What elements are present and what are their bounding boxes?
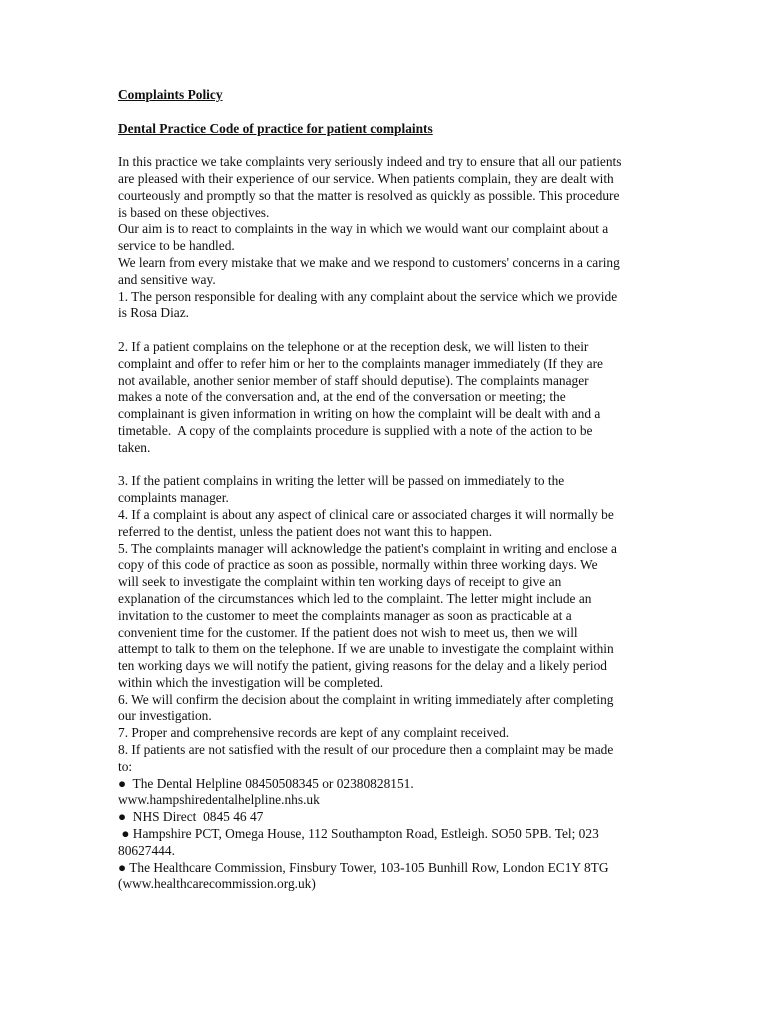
text-line: within which the investigation will be completed. (118, 674, 384, 690)
text-line: are pleased with their experience of our service. When patients complain, they are dealt with (118, 170, 614, 186)
text-line: 8. If patients are not satisfied with the result of our procedure then a complaint may be made (118, 742, 614, 758)
contact-dental-helpline: ● The Dental Helpline 08450508345 or 02380828151. (118, 775, 414, 791)
document-title: Complaints Policy (118, 87, 223, 102)
text-line: 3. If the patient complains in writing the letter will be passed on immediately to the (118, 473, 565, 489)
text-line: explanation of the circumstances which led to the complaint. The letter might include an (118, 590, 592, 606)
contact-hampshire-pct: ● Hampshire PCT, Omega House, 112 Southampton Road, Estleigh. SO50 5PB. Tel; 023 (118, 826, 599, 842)
text-line: 6. We will confirm the decision about the complaint in writing immediately after completing (118, 691, 614, 707)
spacer (118, 457, 658, 474)
text-line: ten working days we will notify the patient, giving reasons for the delay and a likely period (118, 658, 608, 674)
text-line: referred to the dentist, unless the patient does not want this to happen. (118, 523, 493, 539)
contact-nhs-direct: ● NHS Direct 0845 46 47 (118, 809, 264, 825)
text-line: attempt to talk to them on the telephone. If we are unable to investigate the complaint within (118, 641, 614, 657)
spacer (118, 322, 658, 339)
text-line: is Rosa Diaz. (118, 305, 190, 321)
text-line: is based on these objectives. (118, 204, 270, 220)
text-line: convenient time for the customer. If the patient does not wish to meet us, then we will (118, 624, 578, 640)
contact-dental-helpline-url: www.hampshiredentalhelpline.nhs.uk (118, 792, 320, 808)
text-line: 7. Proper and comprehensive records are kept of any complaint received. (118, 725, 510, 741)
text-line: copy of this code of practice as soon as possible, normally within three working days. We (118, 557, 598, 573)
intro-paragraph (118, 154, 658, 322)
document-page (118, 87, 658, 893)
spacer (118, 104, 658, 121)
text-line: 2. If a patient complains on the telephone or at the reception desk, we will listen to their (118, 338, 589, 354)
text-line: our investigation. (118, 708, 212, 724)
text-line: 4. If a complaint is about any aspect of clinical care or associated charges it will normally be (118, 506, 614, 522)
text-line: invitation to the customer to meet the complaints manager as soon as practicable at a (118, 607, 572, 623)
text-line: We learn from every mistake that we make and we respond to customers' concerns in a caring (118, 254, 620, 270)
text-line: service to be handled. (118, 238, 235, 254)
text-line: not available, another senior member of staff should deputise). The complaints manager (118, 372, 589, 388)
items-3-8-paragraph (118, 473, 658, 893)
text-line: complaint and offer to refer him or her to the complaints manager immediately (If they are (118, 355, 603, 371)
text-line: In this practice we take complaints very seriously indeed and try to ensure that all our patients (118, 154, 622, 170)
text-line: courteously and promptly so that the matter is resolved as quickly as possible. This procedure (118, 187, 620, 203)
text-line: to: (118, 758, 133, 774)
text-line: 5. The complaints manager will acknowledge the patient's complaint in writing and enclose a (118, 540, 617, 556)
text-line: complaints manager. (118, 490, 229, 506)
text-line: taken. (118, 439, 151, 455)
spacer (118, 137, 658, 154)
contact-healthcare-commission-url: (www.healthcarecommission.org.uk) (118, 876, 316, 892)
contact-healthcare-commission: ● The Healthcare Commission, Finsbury Tower, 103-105 Bunhill Row, London EC1Y 8TG (118, 859, 609, 875)
item-2-paragraph (118, 339, 658, 457)
document-subtitle: Dental Practice Code of practice for patient complaints (118, 120, 433, 136)
text-line: timetable. A copy of the complaints procedure is supplied with a note of the action to be (118, 422, 593, 438)
text-line: and sensitive way. (118, 271, 216, 287)
contact-hampshire-pct-tel: 80627444. (118, 842, 175, 858)
text-line: complainant is given information in writing on how the complaint will be dealt with and a (118, 406, 601, 422)
text-line: makes a note of the conversation and, at the end of the conversation or meeting; the (118, 389, 566, 405)
text-line: will seek to investigate the complaint within ten working days of receipt to give an (118, 574, 562, 590)
text-line: 1. The person responsible for dealing with any complaint about the service which we provide (118, 288, 618, 304)
text-line: Our aim is to react to complaints in the way in which we would want our complaint about a (118, 221, 609, 237)
